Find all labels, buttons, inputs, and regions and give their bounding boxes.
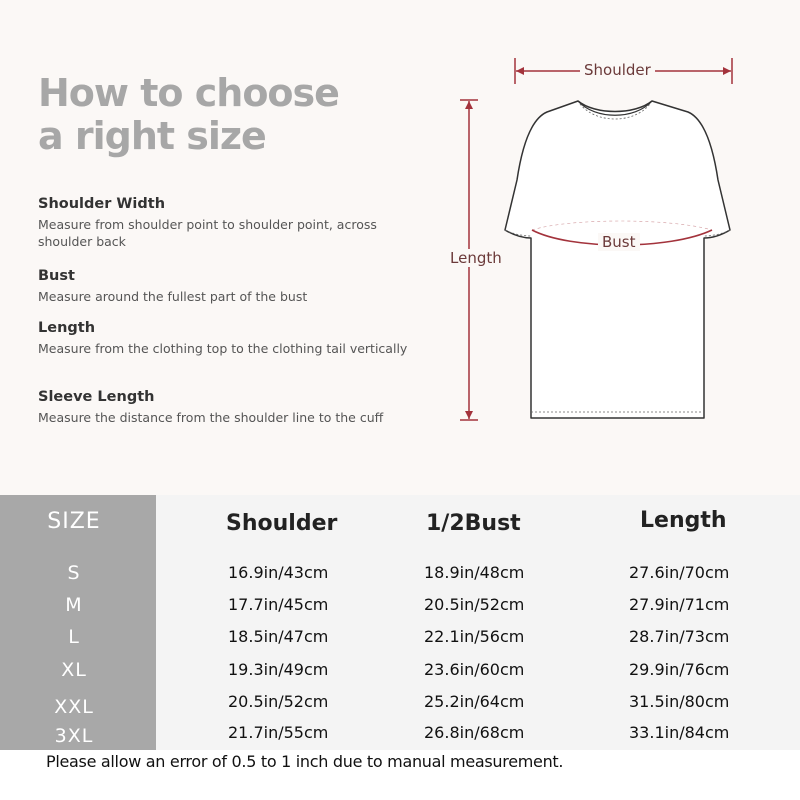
bust-cell: 25.2in/64cm	[424, 692, 525, 711]
title-line-1: How to choose	[38, 71, 339, 115]
bust-cell: 20.5in/52cm	[424, 595, 525, 614]
size-cell: M	[65, 594, 83, 616]
length-header: Length	[640, 508, 727, 533]
guide-description: Measure around the fullest part of the bust	[38, 289, 308, 304]
length-label: Length	[446, 249, 506, 267]
shoulder-cell: 17.7in/45cm	[228, 595, 329, 614]
shoulder-cell: 18.5in/47cm	[228, 627, 329, 646]
shoulder-label: Shoulder	[580, 61, 655, 79]
half-bust-header: 1/2Bust	[426, 511, 521, 536]
guide-length	[38, 320, 418, 357]
size-cell: XL	[61, 659, 87, 681]
length-cell: 31.5in/80cm	[629, 692, 730, 711]
guide-heading: Shoulder Width	[38, 196, 166, 212]
page-title	[38, 72, 339, 158]
bust-cell: 26.8in/68cm	[424, 723, 525, 742]
bust-label: Bust	[598, 233, 640, 251]
guide-bust	[38, 268, 418, 305]
bust-cell: 23.6in/60cm	[424, 660, 525, 679]
length-cell: 27.9in/71cm	[629, 595, 730, 614]
tshirt-diagram	[420, 40, 800, 480]
bust-cell: 22.1in/56cm	[424, 627, 525, 646]
length-cell: 27.6in/70cm	[629, 563, 730, 582]
size-cell: S	[67, 562, 81, 584]
size-column	[0, 495, 156, 750]
title-line-2: a right size	[38, 114, 266, 158]
size-table	[0, 495, 800, 750]
shoulder-cell: 20.5in/52cm	[228, 692, 329, 711]
size-header: SIZE	[47, 509, 101, 534]
guide-description: Measure the distance from the shoulder line to the cuff	[38, 410, 384, 425]
size-cell: 3XL	[54, 725, 94, 747]
guide-description: Measure from the clothing top to the clothing tail vertically	[38, 341, 408, 356]
guide-heading: Sleeve Length	[38, 389, 155, 405]
shoulder-cell: 21.7in/55cm	[228, 723, 329, 742]
measurement-disclaimer: Please allow an error of 0.5 to 1 inch due to manual measurement.	[46, 752, 564, 771]
guide-sleeve-length	[38, 389, 418, 426]
bust-cell: 18.9in/48cm	[424, 563, 525, 582]
guide-heading: Length	[38, 320, 96, 336]
length-cell: 29.9in/76cm	[629, 660, 730, 679]
shoulder-cell: 16.9in/43cm	[228, 563, 329, 582]
length-cell: 28.7in/73cm	[629, 627, 730, 646]
size-cell: XXL	[54, 696, 94, 718]
guide-heading: Bust	[38, 268, 75, 284]
shoulder-header: Shoulder	[226, 511, 338, 536]
shoulder-cell: 19.3in/49cm	[228, 660, 329, 679]
guide-shoulder-width	[38, 196, 418, 250]
size-cell: L	[68, 626, 80, 648]
length-cell: 33.1in/84cm	[629, 723, 730, 742]
guide-description: Measure from shoulder point to shoulder point, across shoulder back	[38, 217, 377, 249]
